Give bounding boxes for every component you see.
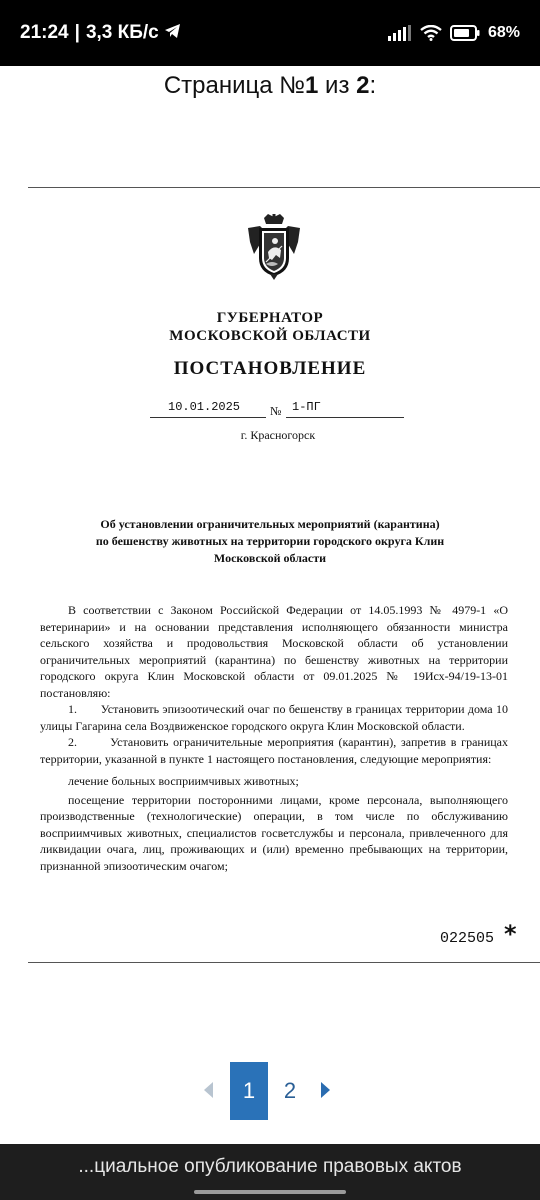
page-counter-suffix: : [369, 72, 377, 99]
coat-of-arms-icon [246, 214, 302, 280]
page-button-2[interactable]: 2 [283, 1078, 297, 1103]
date-underline [150, 417, 266, 418]
document-body [40, 602, 511, 874]
status-left [20, 22, 181, 44]
authority-line-2: МОСКОВСКОЙ ОБЛАСТИ [169, 328, 371, 344]
status-speed: 3,3 КБ/с [85, 22, 159, 43]
previous-page-icon[interactable] [204, 1082, 213, 1098]
page-counter-total: 2 [356, 72, 370, 99]
body-paragraph: лечение больных восприимчивых животных; [68, 774, 299, 788]
battery-icon [450, 25, 480, 41]
status-time: 21:24 [20, 22, 69, 43]
body-paragraph: 2. Установить ограничительные мероприятия (карантин), запретив в границах территории, указанной в пункте 1 настоящего постановления, следующие мероприятия: [40, 735, 511, 766]
pagination [0, 1062, 540, 1120]
status-bar [0, 0, 540, 66]
next-page-icon[interactable] [321, 1082, 330, 1098]
document-type: ПОСТАНОВЛЕНИЕ [173, 358, 367, 379]
status-right [388, 24, 520, 42]
authority-line-1: ГУБЕРНАТОР [216, 310, 324, 326]
bottom-title-bar [0, 1144, 540, 1200]
document-title-line: Об установлении ограничительных мероприятий (карантина) [100, 517, 440, 531]
battery-level: 68% [487, 24, 520, 41]
page-counter-current: 1 [305, 72, 319, 99]
signal-icon [388, 25, 412, 41]
page-counter [0, 72, 540, 100]
document-bottom-border [28, 962, 540, 963]
page-counter-middle: из [318, 72, 357, 99]
document-title [0, 516, 540, 567]
telegram-icon [165, 22, 181, 44]
body-paragraph: посещение территории посторонними лицами, кроме персонала, выполняющего производственные (технологические) операции, в том числе по обслуживанию восприимчивых животных, специалистов госветслужбы и персонала, привлеченного для ликвидации очага, лиц, проживающих и (или) временно пребывающих на территории, признанной эпизоотическим очагом; [40, 792, 508, 873]
serial-mark: * [504, 920, 517, 948]
home-indicator[interactable] [194, 1190, 346, 1194]
number-underline [286, 417, 404, 418]
bottom-bar-text: ...циальное опубликование правовых актов [78, 1156, 462, 1177]
body-paragraph: 1. Установить эпизоотический очаг по бешенству в границах территории дома 10 улицы Гагарина села Воздвиженское городского округа Клин Московской области. [40, 702, 511, 733]
status-separator: | [74, 22, 80, 43]
document-date: 10.01.2025 [168, 400, 241, 414]
document-city: г. Красногорск [240, 428, 316, 442]
body-paragraph: В соответствии с Законом Российской Федерации от 14.05.1993 № 4979-1 «О ветеринарии» и на основании представления исполняющего обязанности министра сельского хозяйства и продовольствия Московской области об установлении ограничительных мероприятий (карантина) по бешенству животных на территории городского округа Клин Московской области от 09.01.2025 № 19Исх-94/19-13-01 постановляю: [40, 603, 508, 700]
document-title-line: по бешенству животных на территории городского округа Клин [95, 534, 445, 548]
document-serial: 022505 [440, 930, 495, 947]
page-counter-prefix: Страница № [163, 72, 306, 99]
wifi-icon [420, 25, 442, 41]
document-top-border [28, 187, 540, 188]
document-title-line: Московской области [213, 551, 327, 565]
number-sign: № [270, 404, 282, 418]
page-button-1[interactable]: 1 [230, 1062, 268, 1120]
document-page [0, 190, 540, 960]
document-number: 1-ПГ [292, 400, 321, 414]
